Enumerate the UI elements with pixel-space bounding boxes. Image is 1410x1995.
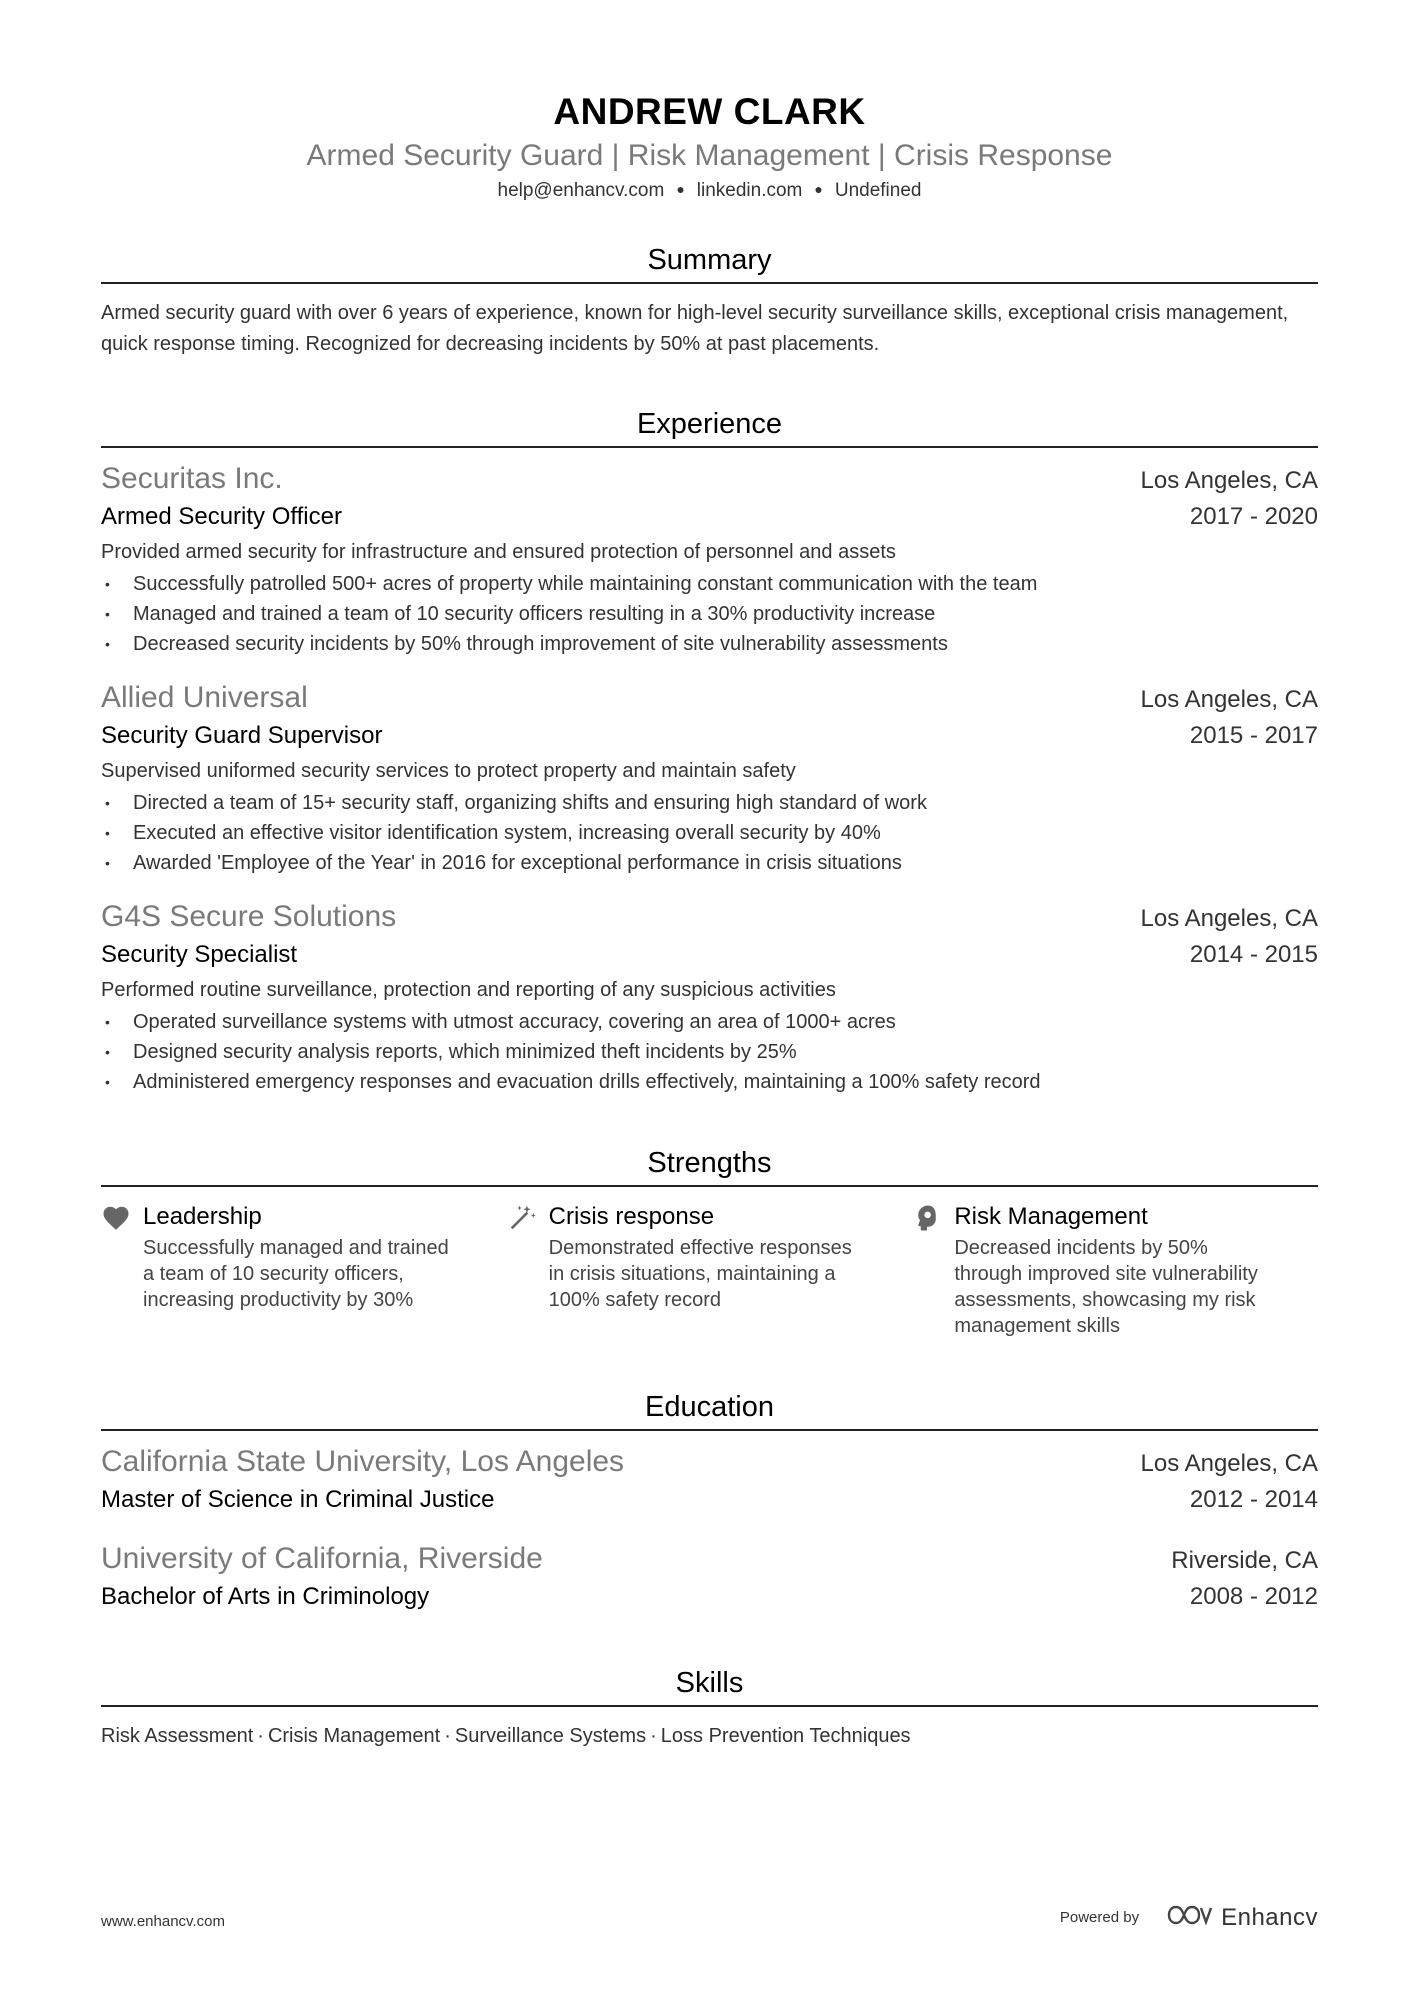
school-name: California State University, Los Angeles (101, 1445, 625, 1478)
strength-description: Demonstrated effective responses in crisis situations, maintaining a 100% safety record (548, 1237, 852, 1311)
separator-dot: ● (676, 181, 685, 197)
list-item: • Operated surveillance systems with utmost accuracy, covering an area of 1000+ acres (105, 1011, 896, 1033)
experience-entry (101, 460, 1318, 659)
job-description: Performed routine surveillance, protection and reporting of any suspicious activities (101, 979, 836, 1001)
school-location: Los Angeles, CA (1140, 1450, 1318, 1477)
achievement-list (101, 788, 1318, 878)
experience-entry (101, 679, 1318, 878)
job-role: Armed Security Officer (101, 503, 342, 530)
list-item: • Directed a team of 15+ security staff, organizing shifts and ensuring high standard of work (105, 792, 927, 814)
job-location: Los Angeles, CA (1140, 686, 1318, 713)
strength-item (101, 1201, 507, 1339)
job-dates: 2014 - 2015 (1189, 941, 1318, 968)
separator-dot: ● (814, 181, 823, 197)
strength-item (912, 1201, 1318, 1339)
experience-section (101, 406, 1318, 1097)
skill-item: Risk Assessment (101, 1725, 254, 1747)
strengths-heading: Strengths (101, 1145, 1318, 1187)
company-name: G4S Secure Solutions (101, 900, 397, 933)
experience-heading: Experience (101, 406, 1318, 448)
education-section (101, 1389, 1318, 1615)
list-item: • Administered emergency responses and evacuation drills effectively, maintaining a 100% safety record (105, 1071, 1041, 1093)
degree: Bachelor of Arts in Criminology (101, 1583, 430, 1610)
contact-linkedin[interactable]: linkedin.com (696, 180, 803, 201)
resume-header (101, 0, 1318, 204)
candidate-title: Armed Security Guard | Risk Management | Crisis Response (306, 139, 1113, 172)
contact-location: Undefined (834, 180, 922, 201)
list-item: • Executed an effective visitor identification system, increasing overall security by 40% (105, 822, 881, 844)
strength-title: Risk Management (954, 1203, 1148, 1230)
achievement-list (101, 569, 1318, 659)
job-location: Los Angeles, CA (1140, 905, 1318, 932)
footer-website[interactable]: www.enhancv.com (101, 1913, 225, 1930)
magic-wand-icon (507, 1201, 549, 1339)
contact-line (101, 176, 1318, 204)
school-location: Riverside, CA (1171, 1547, 1318, 1574)
job-role: Security Guard Supervisor (101, 722, 383, 749)
skills-heading: Skills (101, 1665, 1318, 1707)
skills-section (101, 1665, 1318, 1751)
strength-item (507, 1201, 913, 1339)
head-brain-icon (912, 1201, 954, 1339)
skill-item: Crisis Management (267, 1725, 441, 1747)
list-item: • Successfully patrolled 500+ acres of property while maintaining constant communication with the team (105, 573, 1038, 595)
candidate-name: ANDREW CLARK (553, 91, 866, 132)
enhancv-brand[interactable]: Enhancv (1221, 1903, 1318, 1931)
job-dates: 2017 - 2020 (1189, 503, 1318, 530)
skill-item: Loss Prevention Techniques (660, 1725, 911, 1747)
strength-description: Successfully managed and trained a team of 10 security officers, increasing productivity by 30% (143, 1237, 449, 1311)
list-item: • Decreased security incidents by 50% through improvement of site vulnerability assessments (105, 633, 948, 655)
skills-list: Risk Assessment · Crisis Management · Surveillance Systems · Loss Prevention Techniques (101, 1725, 911, 1747)
job-description: Provided armed security for infrastructure and ensured protection of personnel and assets (101, 541, 896, 563)
job-role: Security Specialist (101, 941, 298, 968)
strength-title: Crisis response (548, 1203, 715, 1230)
summary-text: Armed security guard with over 6 years of experience, known for high-level security surveillance skills, exceptional crisis management, quick response timing. Recognized for decreasing incidents by 50% at past placements. (101, 302, 1289, 355)
list-item: • Designed security analysis reports, which minimized theft incidents by 25% (105, 1041, 797, 1063)
job-description: Supervised uniformed security services to protect property and maintain safety (101, 760, 796, 782)
footer-branding (1060, 1902, 1318, 1933)
enhancv-logo-icon (1165, 1902, 1213, 1933)
job-location: Los Angeles, CA (1140, 467, 1318, 494)
list-item: • Awarded 'Employee of the Year' in 2016 for exceptional performance in crisis situations (105, 852, 902, 874)
job-dates: 2015 - 2017 (1189, 722, 1318, 749)
experience-entry (101, 898, 1318, 1097)
summary-heading: Summary (101, 242, 1318, 284)
summary-section (101, 242, 1318, 360)
education-heading: Education (101, 1389, 1318, 1431)
powered-by-label: Powered by (1059, 1909, 1140, 1926)
degree: Master of Science in Criminal Justice (101, 1486, 495, 1513)
contact-email[interactable]: help@enhancv.com (497, 180, 665, 201)
strength-title: Leadership (143, 1203, 262, 1230)
skill-item: Surveillance Systems (454, 1725, 647, 1747)
education-dates: 2012 - 2014 (1189, 1486, 1318, 1513)
company-name: Allied Universal (101, 681, 308, 714)
heart-icon (101, 1201, 143, 1339)
school-name: University of California, Riverside (101, 1542, 543, 1575)
strengths-section (101, 1145, 1318, 1339)
list-item: • Managed and trained a team of 10 security officers resulting in a 30% productivity increase (105, 603, 936, 625)
education-entry (101, 1443, 1318, 1518)
achievement-list (101, 1007, 1318, 1097)
education-entry (101, 1540, 1318, 1615)
strength-description: Decreased incidents by 50% through improved site vulnerability assessments, showcasing my risk management skills (954, 1237, 1258, 1337)
education-dates: 2008 - 2012 (1189, 1583, 1318, 1610)
company-name: Securitas Inc. (101, 462, 283, 495)
